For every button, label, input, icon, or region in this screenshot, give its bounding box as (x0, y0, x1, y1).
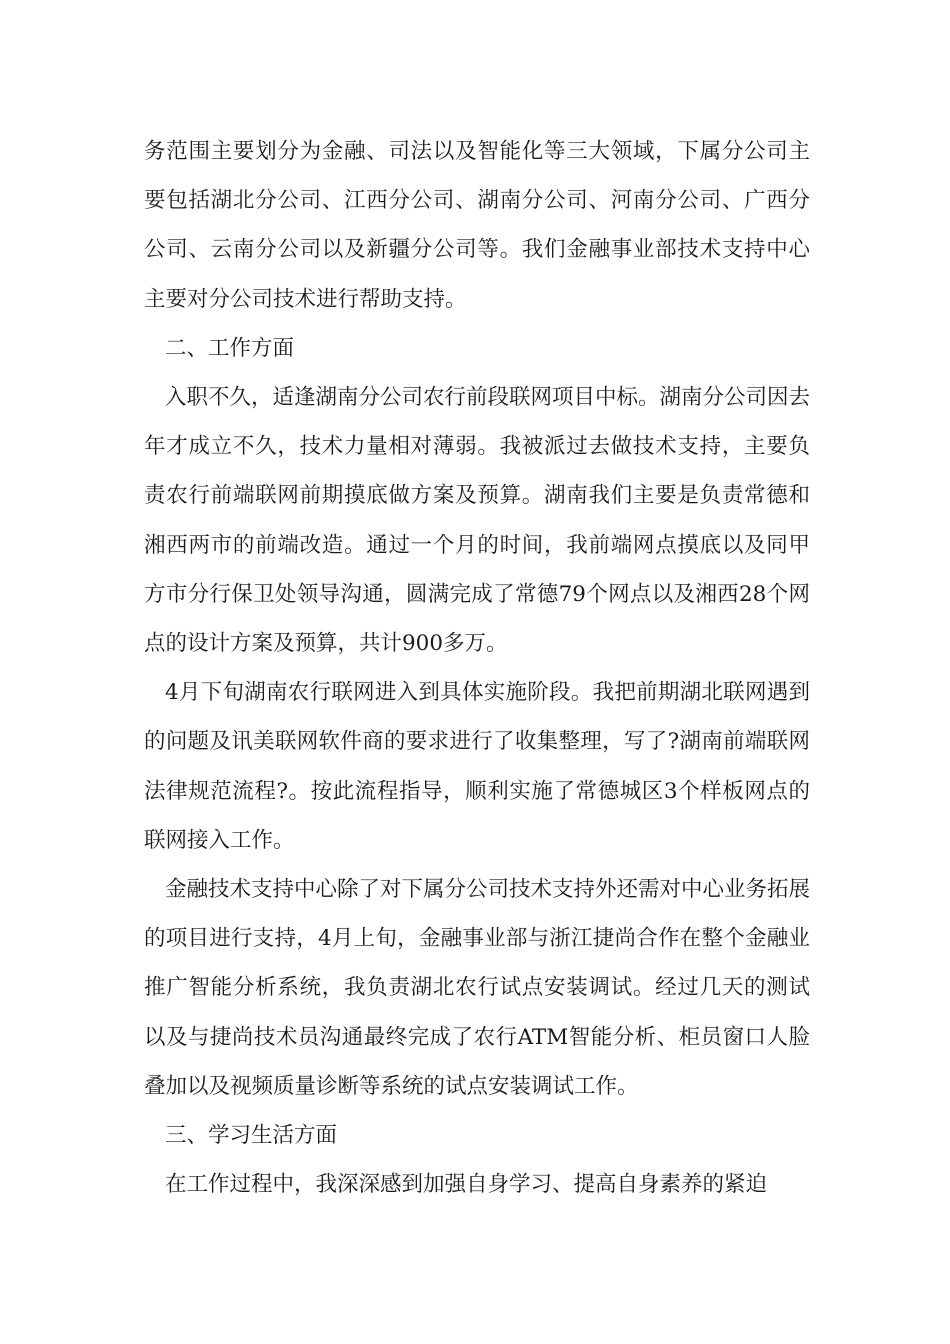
paragraph-hunan-project: 入职不久，适逢湖南分公司农行前段联网项目中标。湖南分公司因去年才成立不久，技术力量相对薄弱。我被派过去做技术支持，主要负责农行前端联网前期摸底做方案及预算。湖南我们主要是负责常德和湘西两市的前端改造。通过一个月的时间，我前端网点摸底以及同甲方市分行保卫处领导沟通，圆满完成了常德79个网点以及湘西28个网点的设计方案及预算，共计900多万。 (144, 385, 811, 657)
document-body (144, 127, 810, 1209)
paragraph-technical-support-center: 金融技术支持中心除了对下属分公司技术支持外还需对中心业务拓展的项目进行支持，4月上旬，金融事业部与浙江捷尚合作在整个金融业推广智能分析系统，我负责湖北农行试点安装调试。经过几天的测试以及与捷尚技术员沟通最终完成了农行ATM智能分析、柜员窗口人脸叠加以及视频质量诊断等系统的试点安装调试工作。 (144, 877, 811, 1099)
section-heading-study-life: 三、学习生活方面 (165, 1123, 338, 1149)
paragraph-april-implementation: 4月下旬湖南农行联网进入到具体实施阶段。我把前期湖北联网遇到的问题及讯美联网软件商的要求进行了收集整理，写了?湖南前端联网法律规范流程?。按此流程指导，顺利实施了常德城区3个样板网点的联网接入工作。 (144, 680, 810, 853)
paragraph-business-scope: 务范围主要划分为金融、司法以及智能化等三大领域，下属分公司主要包括湖北分公司、江西分公司、湖南分公司、河南分公司、广西分公司、云南分公司以及新疆分公司等。我们金融事业部技术支持中心主要对分公司技术进行帮助支持。 (144, 139, 810, 312)
paragraph-self-study: 在工作过程中，我深深感到加强自身学习、提高自身素养的紧迫 (165, 1172, 768, 1198)
section-heading-work: 二、工作方面 (165, 335, 295, 361)
